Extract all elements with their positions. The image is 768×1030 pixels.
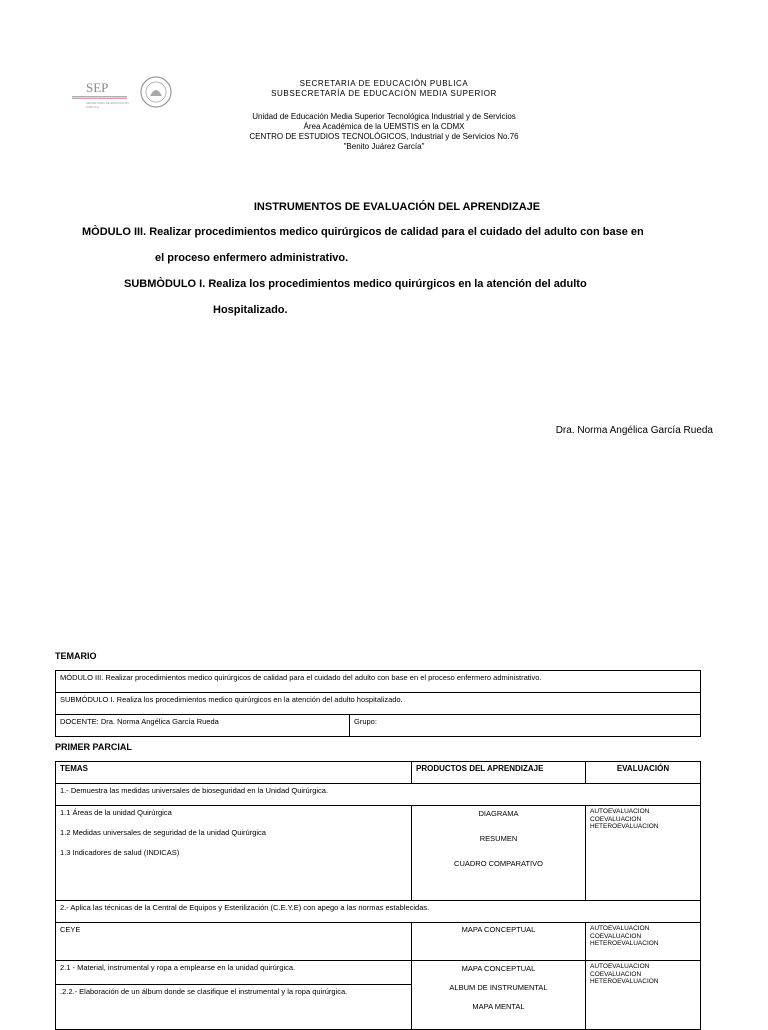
section-2: 2.- Aplica las técnicas de la Central de Equipos y Esterilización (C.E.Y.E) con apego a las normas establecidas.	[56, 901, 701, 923]
header-productos: PRODUCTOS DEL APRENDIZAJE	[412, 762, 586, 784]
ceye-topic: CEYE	[56, 923, 412, 961]
modulo-title-line2: el proceso enfermero administrativo.	[155, 252, 349, 264]
product-album: ALBUM DE INSTRUMENTAL	[449, 983, 548, 992]
topic-2-1: 2.1 - Material, instrumental y ropa a emplearse en la unidad quirúrgica.	[56, 961, 412, 985]
modulo-title-line1: MÒDULO III. Realizar procedimientos medico quirúrgicos de calidad para el cuidado del adulto con base en	[82, 226, 644, 238]
svg-text:SEP: SEP	[86, 80, 109, 95]
product-cuadro: CUADRO COMPARATIVO	[454, 859, 543, 868]
section-1-topics	[56, 806, 412, 901]
section-2-products	[412, 961, 586, 1030]
section-1-products	[412, 806, 586, 901]
institution-line3: CENTRO DE ESTUDIOS TECNOLÓGICOS, Industrial y de Servicios No.76	[249, 132, 519, 141]
author-name: Dra. Norma Angélica García Rueda	[555, 425, 713, 436]
product-mapa-conceptual: MAPA CONCEPTUAL	[461, 964, 536, 973]
primer-parcial-label: PRIMER PARCIAL	[55, 742, 132, 752]
temario-submodulo: SUBMÓDULO I. Realiza los procedimientos medico quirúrgicos en la atención del adulto hospitalizado.	[56, 693, 701, 715]
topic-1-2: 1.2 Medidas universales de seguridad de la unidad Quirúrgica	[60, 828, 266, 837]
temario-docente: DOCENTE: Dra. Norma Angélica García Rueda	[56, 715, 350, 737]
temario-table	[55, 670, 701, 737]
eval-co: COEVALUACION	[590, 815, 642, 823]
submodulo-title-line2: Hospitalizado.	[213, 304, 288, 316]
eval-co: COEVALUACION	[590, 932, 642, 940]
header-temas: TEMAS	[56, 762, 412, 784]
topic-2-2: .2.2.- Elaboración de un álbum donde se clasifique el instrumental y la ropa quirúrgica.	[56, 985, 412, 1030]
ceye-evaluation	[586, 923, 701, 961]
document-title: INSTRUMENTOS DE EVALUACIÓN DEL APRENDIZAJE	[253, 201, 541, 213]
product-resumen: RESUMEN	[479, 834, 518, 843]
eval-auto: AUTOEVALUACION	[590, 963, 650, 970]
eval-co: COEVALUACION	[590, 970, 642, 978]
submodulo-title-line1: SUBMÒDULO I. Realiza los procedimientos medico quirúrgicos en la atención del adulto	[124, 278, 587, 290]
institution-line1: Unidad de Educación Media Superior Tecnológica Industrial y de Servicios	[252, 112, 516, 121]
product-mapa-mental: MAPA MENTAL	[472, 1002, 525, 1011]
section-2-evaluation	[586, 961, 701, 1030]
institution-line4: "Benito Juárez García"	[343, 142, 425, 151]
header-line2: SUBSECRETARÍA DE EDUCACIÓN MEDIA SUPERIOR	[271, 89, 497, 98]
eval-auto: AUTOEVALUACION	[590, 925, 650, 932]
section-1: 1.- Demuestra las medidas universales de bioseguridad en la Unidad Quirúrgica.	[56, 784, 701, 806]
temario-grupo: Grupo:	[350, 715, 701, 737]
topic-1-3: 1.3 Indicadores de salud (INDICAS)	[60, 848, 180, 857]
logo-subtext: SECRETARÍA DE EDUCACIÓN PÚBLICA	[86, 101, 129, 109]
header-evaluacion: EVALUACIÓN	[586, 762, 701, 784]
header-line1: SECRETARIA DE EDUCACIÓN PUBLICA	[299, 79, 469, 88]
eval-auto: AUTOEVALUACION	[590, 808, 650, 815]
eval-hetero: HETEROEVALUACION	[590, 823, 659, 830]
institution-line2: Área Académica de la UEMSTIS en la CDMX	[303, 122, 465, 131]
section-1-evaluation	[586, 806, 701, 901]
eval-hetero: HETEROEVALUACION	[590, 940, 659, 947]
primer-parcial-table	[55, 761, 701, 1030]
product-diagrama: DIAGRAMA	[478, 809, 519, 818]
eval-hetero: HETEROEVALUACION	[590, 978, 659, 985]
topic-1-1: 1.1 Áreas de la unidad Quirúrgica	[60, 808, 172, 817]
ceye-product: MAPA CONCEPTUAL	[412, 923, 586, 961]
temario-modulo: MÓDULO III. Realizar procedimientos medico quirúrgicos de calidad para el cuidado del adulto con base en el proceso enfermero administrativo.	[56, 671, 701, 693]
temario-label: TEMARIO	[55, 651, 97, 661]
